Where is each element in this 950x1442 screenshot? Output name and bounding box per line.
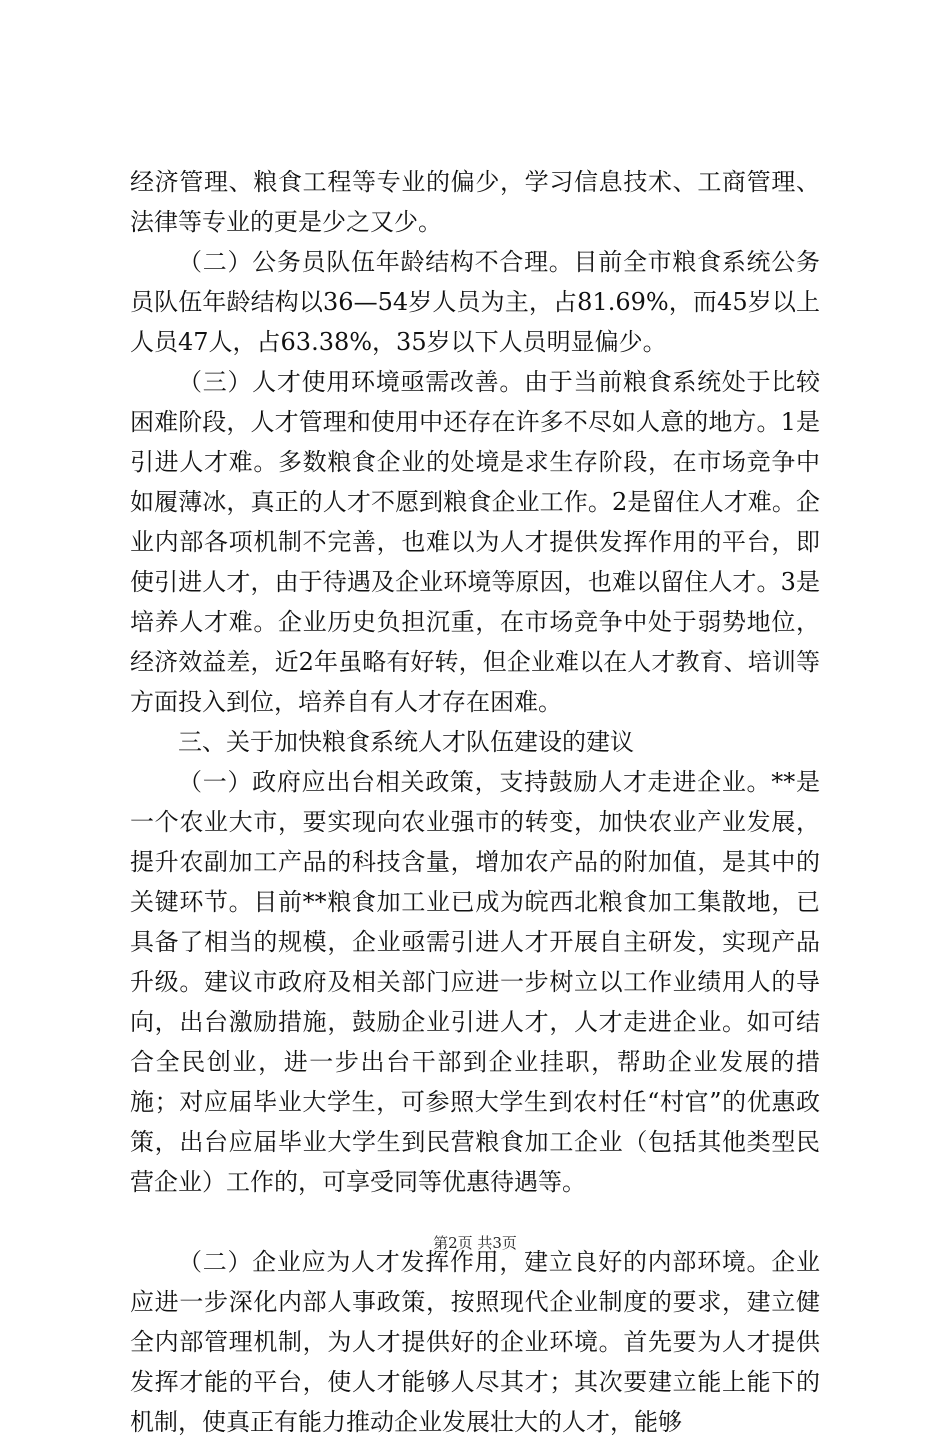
page-number-footer: 第2页 共3页 — [433, 1234, 517, 1252]
paragraph-3: （三）人才使用环境亟需改善。由于当前粮食系统处于比较困难阶段，人才管理和使用中还存在许多不尽如人意的地方。1是引进人才难。多数粮食企业的处境是求生存阶段，在市场竞争中如履薄冰，真正的人才不愿到粮食企业工作。2是留住人才难。企业内部各项机制不完善，也难以为人才提供发挥作用的平台，即使引进人才，由于待遇及企业环境等原因，也难以留住人才。3是培养人才难。企业历史负担沉重，在市场竞争中处于弱势地位，经济效益差，近2年虽略有好转，但企业难以在人才教育、培训等方面投入到位，培养自有人才存在困难。 — [130, 368, 820, 716]
paragraph-2: （二）公务员队伍年龄结构不合理。目前全市粮食系统公务员队伍年龄结构以36—54岁人员为主，占81.69%，而45岁以上人员47人，占63.38%，35岁以下人员明显偏少。 — [130, 248, 820, 356]
paragraph-5: （二）企业应为人才发挥作用，建立良好的内部环境。企业应进一步深化内部人事政策，按照现代企业制度的要求，建立健全内部管理机制，为人才提供好的企业环境。首先要为人才提供发挥才能的平台，使人才能够人尽其才；其次要建立能上能下的机制，使真正有能力推动企业发展壮大的人才，能够 — [130, 1248, 820, 1436]
section-heading: 三、关于加快粮食系统人才队伍建设的建议 — [178, 728, 634, 756]
paragraph-1: 经济管理、粮食工程等专业的偏少，学习信息技术、工商管理、法律等专业的更是少之又少。 — [130, 168, 820, 236]
paragraph-4: （一）政府应出台相关政策，支持鼓励人才走进企业。**是一个农业大市，要实现向农业强市的转变，加快农业产业发展，提升农副加工产品的科技含量，增加农产品的附加值，是其中的关键环节。目前**粮食加工业已成为皖西北粮食加工集散地，已具备了相当的规模，企业亟需引进人才开展自主研发，实现产品升级。建议市政府及相关部门应进一步树立以工作业绩用人的导向，出台激励措施，鼓励企业引进人才，人才走进企业。如可结合全民创业，进一步出台干部到企业挂职，帮助企业发展的措施；对应届毕业大学生，可参照大学生到农村任“村官”的优惠政策，出台应届毕业大学生到民营粮食加工企业（包括其他类型民营企业）工作的，可享受同等优惠待遇等。 — [130, 768, 820, 1196]
